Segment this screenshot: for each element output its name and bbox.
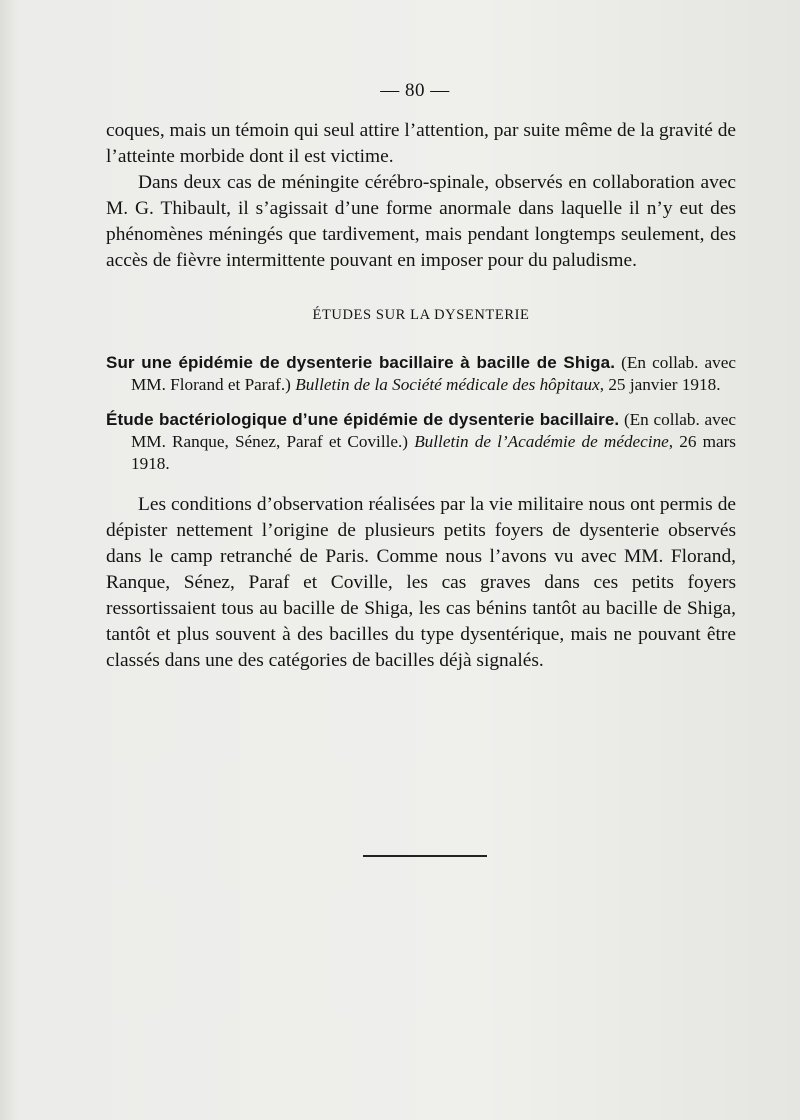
entry-1-date: , 25 janvier 1918. bbox=[599, 375, 721, 394]
closing-rule bbox=[363, 855, 487, 857]
page-number: — 80 — bbox=[380, 80, 450, 101]
entry-2-date: , 26 mars 1918. bbox=[131, 432, 736, 473]
section-heading: ÉTUDES SUR LA DYSENTERIE bbox=[312, 307, 530, 323]
paragraph-dysentery-observations: Les conditions d’observation réalisées par la vie militaire nous ont permis de dépister nettement l’origine de plusieurs petits foyers de dysenterie observés dans le camp retranché de Paris. Comme nous l’avons vu avec MM. Florand, Ranque, Sénez, Paraf et Coville, les cas graves dans ces petits foyers ressortissaient tous au bacille de Shiga, les cas bénins tantôt au bacille de Shiga, tantôt et plus souvent à des bacilles du type dysentérique, mais ne pouvant être classés dans une des catégories de bacilles déjà signalés. bbox=[106, 494, 736, 671]
entry-2-collaborators: (En collab. avec MM. Ranque, Sénez, Paraf et Coville.) bbox=[131, 410, 736, 451]
bibliography-entry-2 bbox=[106, 409, 736, 475]
entry-1-journal: Bulletin de la Société médicale des hôpitaux bbox=[295, 375, 600, 394]
entry-1-collaborators: (En collab. avec MM. Florand et Paraf.) bbox=[131, 353, 736, 394]
page-body bbox=[106, 118, 736, 674]
entry-1-title: Sur une épidémie de dysenterie bacillaire à bacille de Shiga. bbox=[106, 353, 616, 372]
entry-2-journal: Bulletin de l’Académie de médecine bbox=[414, 432, 669, 451]
entry-2-title: Étude bactériologique d’une épidémie de dysenterie bacillaire. bbox=[106, 410, 620, 429]
paragraph-continuation: coques, mais un témoin qui seul attire l’attention, par suite même de la gravité de l’atteinte morbide dont il est victime. bbox=[106, 120, 737, 167]
paragraph-meningitis: Dans deux cas de méningite cérébro-spinale, observés en collaboration avec M. G. Thibault, il s’agissait d’une forme anormale dans laquelle il n’y eut des phénomènes méningés que tardivement, mais pendant longtemps seulement, des accès de fièvre intermittente pouvant en imposer pour du paludisme. bbox=[106, 172, 736, 271]
bibliography-entry-1 bbox=[106, 352, 736, 396]
